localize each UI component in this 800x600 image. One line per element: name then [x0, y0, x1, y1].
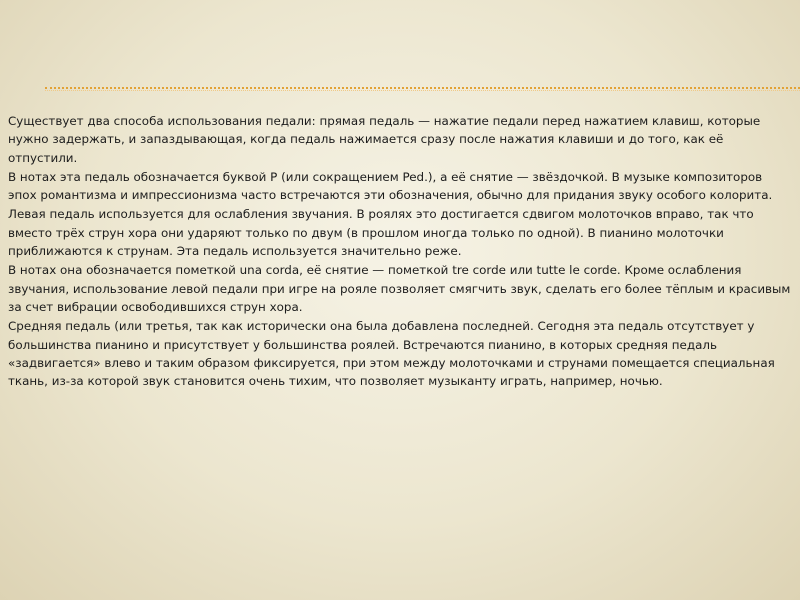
dotted-divider-shadow [45, 90, 800, 91]
slide-body-text [8, 112, 794, 391]
paragraph-middle-pedal: Средняя педаль (или третья, так как исторически она была добавлена последней. Сегодня эта педаль отсутствует у большинства пианино и присутствует у большинства роялей. Встречаются пианино, в которых средняя педаль «задвигается» влево и таким образом фиксируется, при этом между молоточками и струнами помещается специальная ткань, из-за которой звук становится очень тихим, что позволяет музыканту играть, например, ночью. [8, 319, 775, 389]
dotted-divider [45, 87, 800, 89]
paragraph-una-corda: В нотах она обозначается пометкой una corda, её снятие — пометкой tre corde или tutte le corde. Кроме ослабления звучания, использование левой педали при игре на рояле позволяет смягчить звук, сделать его более тёплым и красивым за счет вибрации освободившихся струн хора. [8, 263, 791, 314]
paragraph-pedal-notation: В нотах эта педаль обозначается буквой P (или сокращением Ped.), а её снятие — звёздочкой. В музыке композиторов эпох романтизма и импрессионизма часто встречаются эти обозначения, обычно для придания звуку особого колорита. [8, 169, 773, 203]
paragraph-left-pedal: Левая педаль используется для ослабления звучания. В роялях это достигается сдвигом молоточков вправо, так что вместо трёх струн хора они ударяют только по двум (в прошлом иногда только по одной). В пианино молоточки приближаются к струнам. Эта педаль используется значительно реже. [8, 207, 754, 259]
paragraph-pedal-methods: Существует два способа использования педали: прямая педаль — нажатие педали перед нажатием клавиш, которые нужно задержать, и запаздывающая, когда педаль нажимается сразу после нажатия клавиши и до того, как её отпустили. [8, 114, 761, 165]
